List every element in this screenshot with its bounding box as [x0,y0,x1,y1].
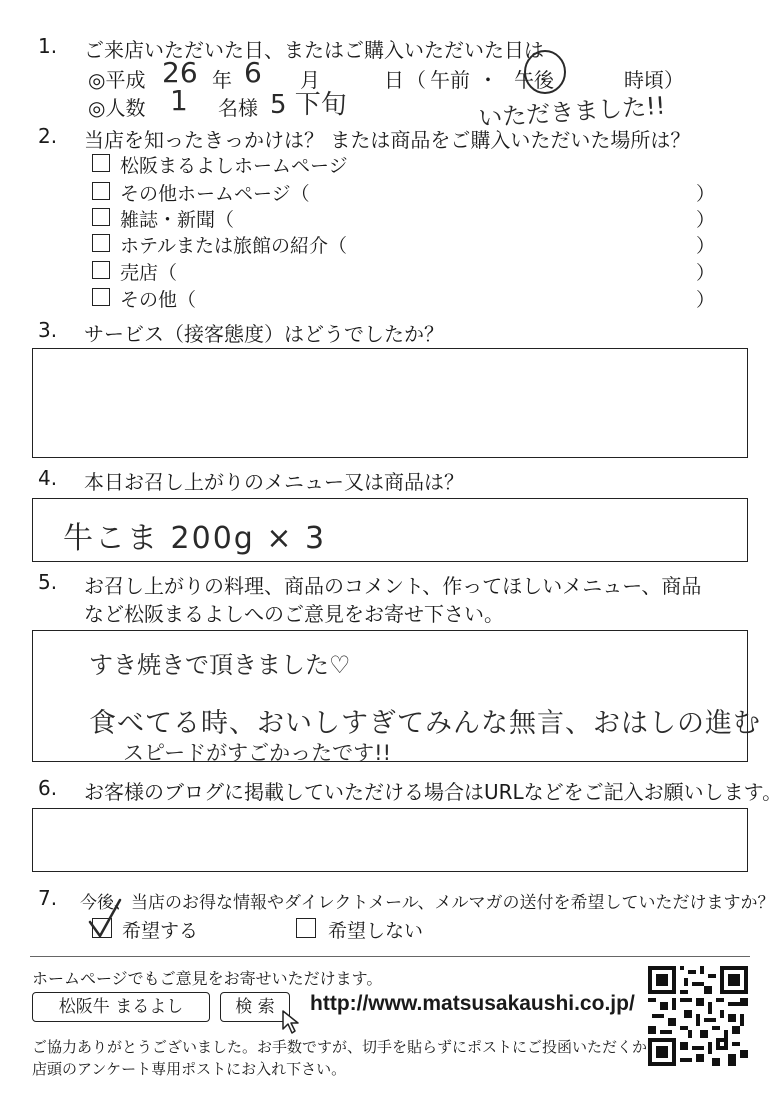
footer-web-note: ホームページでもご意見をお寄せいただけます。 [32,969,383,988]
checkmark-icon [84,896,124,940]
q7-question: 今後、当店のお得な情報やダイレクトメール、メルマガの送付を希望していただけますか？ [80,893,775,913]
q2-close-paren: ） [696,235,716,257]
search-term-box[interactable]: 松阪牛 まるよし [32,992,210,1022]
q2-checkbox-3[interactable] [92,208,110,226]
q7-no-label: 希望しない [328,920,424,942]
q1-handwritten-note: 5 下旬 [270,90,347,120]
q1-month-label: 月 [300,68,320,92]
q7-no-checkbox[interactable] [296,918,316,938]
q6-question: お客様のブログに掲載していただける場合はURLなどをご記入お願いします。 [84,780,782,804]
footer-thanks-line2: 店頭のアンケート専用ポストにお入れ下さい。 [32,1060,347,1078]
footer-thanks-line1: ご協力ありがとうございました。お手数ですが、切手を貼らずにポストにご投函いただくか [32,1038,648,1056]
q4-answer-box[interactable] [32,498,748,562]
q5-number: 5. [38,570,58,594]
q5-answer-line1: すき焼きで頂きました♡ [89,651,351,679]
q2-option-5: 売店（ [120,262,178,284]
q1-people-label: 名様 [218,96,258,120]
q5-question-line2: など松阪まるよしへのご意見をお寄せ下さい。 [84,602,504,626]
q7-number: 7. [38,886,58,910]
q3-number: 3. [38,318,58,342]
q4-answer: 牛こま 200g × 3 [63,521,327,556]
q2-checkbox-6[interactable] [92,288,110,306]
q6-answer-box[interactable] [32,808,748,872]
cursor-arrow-icon [280,1008,308,1036]
q1-question: ご来店いただいた日、またはご購入いただいた日は [84,38,544,62]
q1-date-prefix: ◎平成 [88,68,146,92]
q2-checkbox-4[interactable] [92,234,110,252]
q7-yes-label: 希望する [122,920,199,942]
q2-option-6: その他（ [120,289,197,311]
q2-close-paren: ） [696,262,716,284]
q1-year-handwritten: 26 [162,56,198,89]
q1-day-label: 日 [384,68,404,92]
q2-number: 2. [38,124,58,148]
q1-people-handwritten: 1 [170,84,188,117]
q2-close-paren: ） [696,209,716,231]
q3-answer-box[interactable] [32,348,748,458]
q5-answer-box[interactable] [32,630,761,765]
q1-dot: ・ [478,68,498,92]
q1-year-label: 年 [212,68,232,92]
q3-question: サービス（接客態度）はどうでしたか？ [84,322,444,346]
q2-option-4: ホテルまたは旅館の紹介（ [120,235,348,257]
q2-close-paren: ） [696,183,716,205]
search-button[interactable]: 検 索 [220,992,290,1022]
pm-circle-mark [505,48,571,98]
q1-month-handwritten: 6 [244,56,262,89]
website-url[interactable]: http://www.matsusakaushi.co.jp/ [310,992,635,1015]
q2-checkbox-5[interactable] [92,261,110,279]
q2-option-3: 雑誌・新聞（ [120,209,235,231]
q2-checkbox-2[interactable] [92,182,110,200]
q1-open-paren: （ [406,68,426,92]
qr-code-icon [648,966,748,1066]
q6-number: 6. [38,776,58,800]
q1-pm-option[interactable]: 午後 [514,68,554,92]
q2-question: 当店を知ったきっかけは？ または商品をご購入いただいた場所は？ [84,128,691,152]
q1-time-label: 時頃） [624,68,684,92]
q1-handwritten-thanks: いただきました!! [477,91,667,133]
q5-answer-line3: スピードがすごかったです!! [123,741,391,765]
q2-close-paren: ） [696,289,716,311]
q2-checkbox-1[interactable] [92,154,110,172]
q4-number: 4. [38,466,58,490]
q5-answer-line2: 食べてる時、おいしすぎてみんな無言、おはしの進む [89,708,761,739]
q1-people-prefix: ◎人数 [88,96,146,120]
q1-number: 1. [38,34,58,58]
q2-option-1: 松阪まるよしホームページ [120,155,348,177]
q1-am-option[interactable]: 午前 [430,68,470,92]
q2-option-2: その他ホームページ（ [120,183,310,205]
q4-question: 本日お召し上がりのメニュー又は商品は？ [84,470,464,494]
q5-question-line1: お召し上がりの料理、商品のコメント、作ってほしいメニュー、商品 [84,574,702,598]
footer-divider [30,956,750,957]
